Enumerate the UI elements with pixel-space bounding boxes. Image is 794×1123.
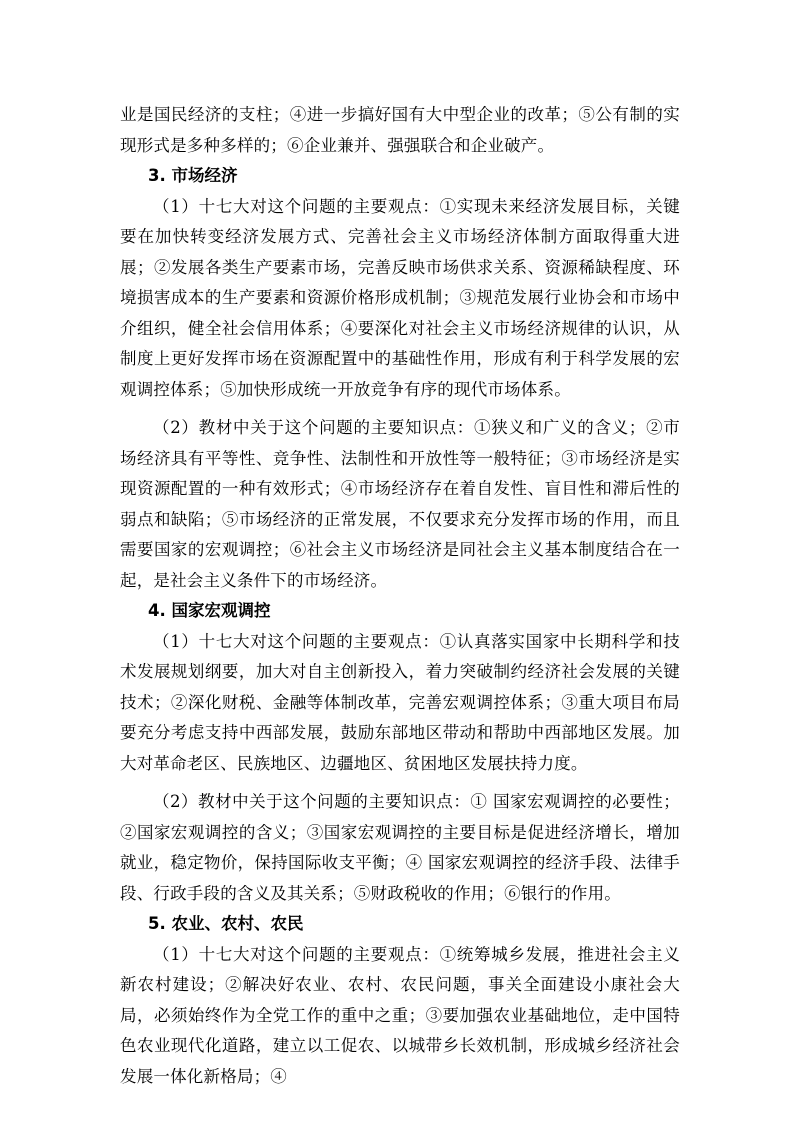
paragraph-macro-control-textbook-points: （2）教材中关于这个问题的主要知识点：① 国家宏观调控的必要性；②国家宏观调控的含义；③国家宏观调控的主要目标是促进经济增长，增加就业，稳定物价，保持国际收支平衡；④ 国家宏观调控的经济手段、法律手段、行政手段的含义及其关系；⑤财政税收的作用；⑥银行的作用。 <box>120 792 680 903</box>
heading-macro-control: 4. 国家宏观调控 <box>148 601 271 620</box>
paragraph-market-economy-textbook-points: （2）教材中关于这个问题的主要知识点：①狭义和广义的含义；②市场经济具有平等性、竞争性、法制性和开放性等一般特征；③市场经济是实现资源配置的一种有效形式；④市场经济存在着自发性、盲目性和滞后性的弱点和缺陷；⑤市场经济的正常发展，不仅要求充分发挥市场的作用，而且需要国家的宏观调控；⑥社会主义市场经济是同社会主义基本制度结合在一起，是社会主义条件下的市场经济。 <box>120 418 680 590</box>
document-page <box>120 100 680 1092</box>
paragraph-macro-control-congress-views: （1）十七大对这个问题的主要观点：①认真落实国家中长期科学和技术发展规划纲要，加大对自主创新投入，着力突破制约经济社会发展的关键技术；②深化财税、金融等体制改革，完善宏观调控体系；③重大项目布局要充分考虑支持中西部发展，鼓励东部地区带动和帮助中西部地区发展。加大对革命老区、民族地区、边疆地区、贫困地区发展扶持力度。 <box>120 631 680 773</box>
heading-agriculture-rural-farmers: 5. 农业、农村、农民 <box>148 914 304 933</box>
heading-market-economy: 3. 市场经济 <box>148 166 238 185</box>
paragraph-market-economy-congress-views: （1）十七大对这个问题的主要观点：①实现未来经济发展目标，关键要在加快转变经济发展方式、完善社会主义市场经济体制方面取得重大进展；②发展各类生产要素市场，完善反映市场供求关系、资源稀缺程度、环境损害成本的生产要素和资源价格形成机制；③规范发展行业协会和市场中介组织，健全社会信用体系；④要深化对社会主义市场经济规律的认识，从制度上更好发挥市场在资源配置中的基础性作用，形成有利于科学发展的宏观调控体系；⑤加快形成统一开放竞争有序的现代市场体系。 <box>120 196 680 399</box>
paragraph-agriculture-congress-views: （1）十七大对这个问题的主要观点：①统筹城乡发展，推进社会主义新农村建设；②解决好农业、农村、农民问题，事关全面建设小康社会大局，必须始终作为全党工作的重中之重；③要加强农业基础地位，走中国特色农业现代化道路，建立以工促农、以城带乡长效机制，形成城乡经济社会发展一体化新格局；④ <box>120 944 680 1086</box>
paragraph-enterprise-reform: 业是国民经济的支柱；④进一步搞好国有大中型企业的改革；⑤公有制的实现形式是多种多样的；⑥企业兼并、强强联合和企业破产。 <box>120 105 680 155</box>
